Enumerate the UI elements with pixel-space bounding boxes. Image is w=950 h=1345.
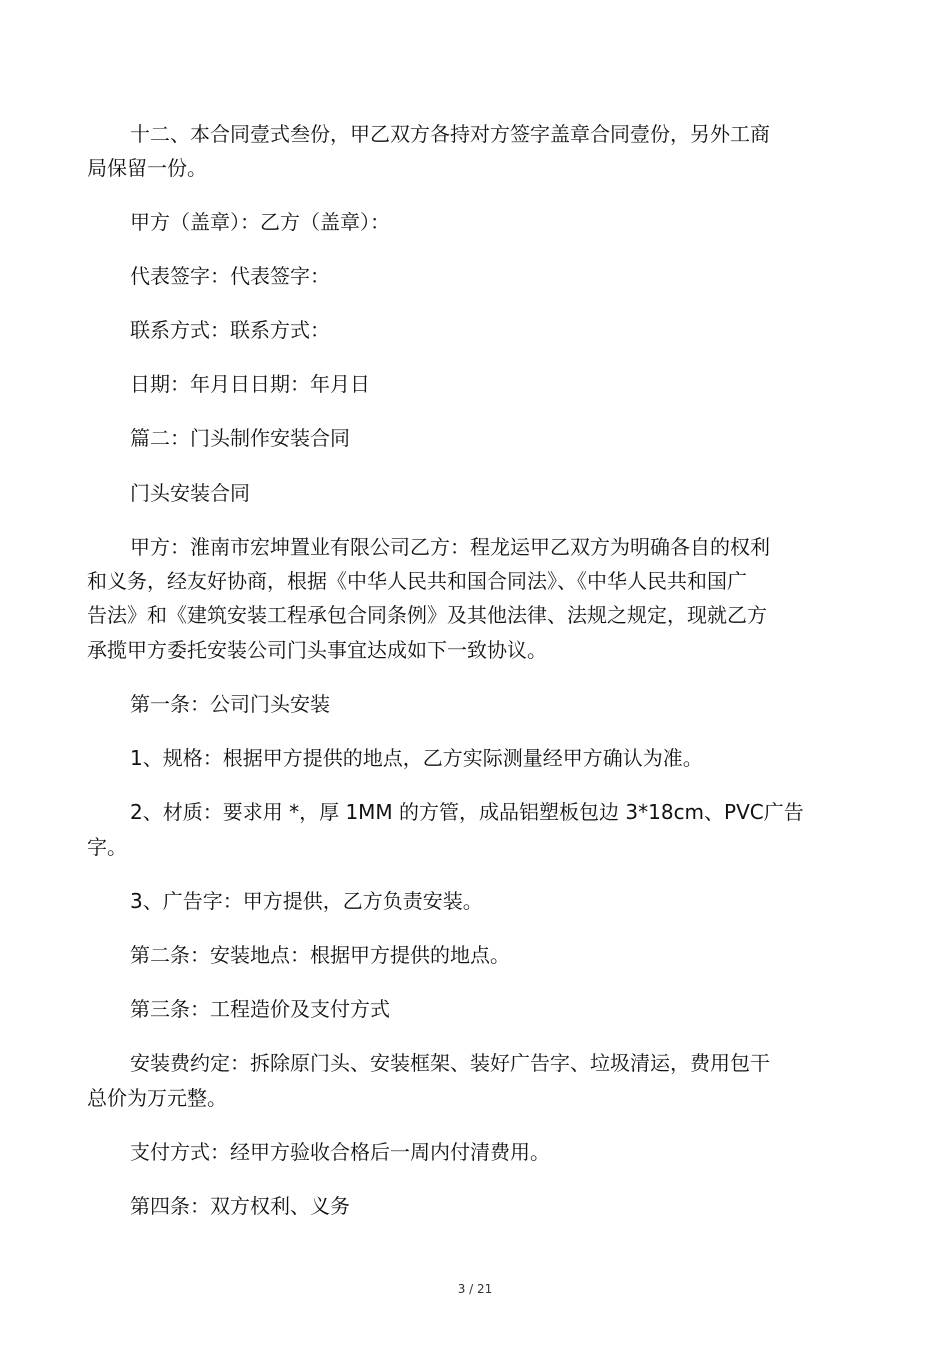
text-line: 局保留一份。 <box>87 156 207 180</box>
text-line: 甲方：淮南市宏坤置业有限公司乙方：程龙运甲乙双方为明确各自的权利 <box>130 535 770 559</box>
page-number: 3 / 21 <box>457 1282 493 1296</box>
article-heading: 第三条：工程造价及支付方式 <box>130 997 390 1021</box>
article-heading: 第二条：安装地点：根据甲方提供的地点。 <box>130 943 510 967</box>
text-line: 甲方（盖章）：乙方（盖章）： <box>130 210 390 234</box>
text-line: 和义务，经友好协商，根据《中华人民共和国合同法》、《中华人民共和国广 <box>87 569 747 593</box>
text-line: 日期：年月日日期：年月日 <box>130 372 370 396</box>
article-heading: 第四条：双方权利、义务 <box>130 1194 350 1218</box>
text-line: 1、规格：根据甲方提供的地点，乙方实际测量经甲方确认为准。 <box>130 746 703 770</box>
text-line: 2、材质：要求用 *，厚 1MM 的方管，成品铝塑板包边 3*18cm、PVC广告 <box>130 800 804 824</box>
text-line: 安装费约定：拆除原门头、安装框架、装好广告字、垃圾清运，费用包干 <box>130 1051 770 1075</box>
text-line: 代表签字：代表签字： <box>130 264 330 288</box>
document-title: 门头安装合同 <box>130 481 250 505</box>
text-line: 联系方式：联系方式： <box>130 318 330 342</box>
text-line: 承揽甲方委托安装公司门头事宜达成如下一致协议。 <box>87 638 547 662</box>
text-line: 总价为万元整。 <box>87 1086 227 1110</box>
text-line: 3、广告字：甲方提供，乙方负责安装。 <box>130 889 483 913</box>
section-heading: 篇二：门头制作安装合同 <box>130 426 350 450</box>
text-line: 字。 <box>87 835 127 859</box>
article-heading: 第一条：公司门头安装 <box>130 692 330 716</box>
text-line: 支付方式：经甲方验收合格后一周内付清费用。 <box>130 1140 550 1164</box>
text-line: 告法》和《建筑安装工程承包合同条例》及其他法律、法规之规定，现就乙方 <box>87 603 767 627</box>
text-line: 十二、本合同壹式叁份，甲乙双方各持对方签字盖章合同壹份，另外工商 <box>130 122 770 146</box>
